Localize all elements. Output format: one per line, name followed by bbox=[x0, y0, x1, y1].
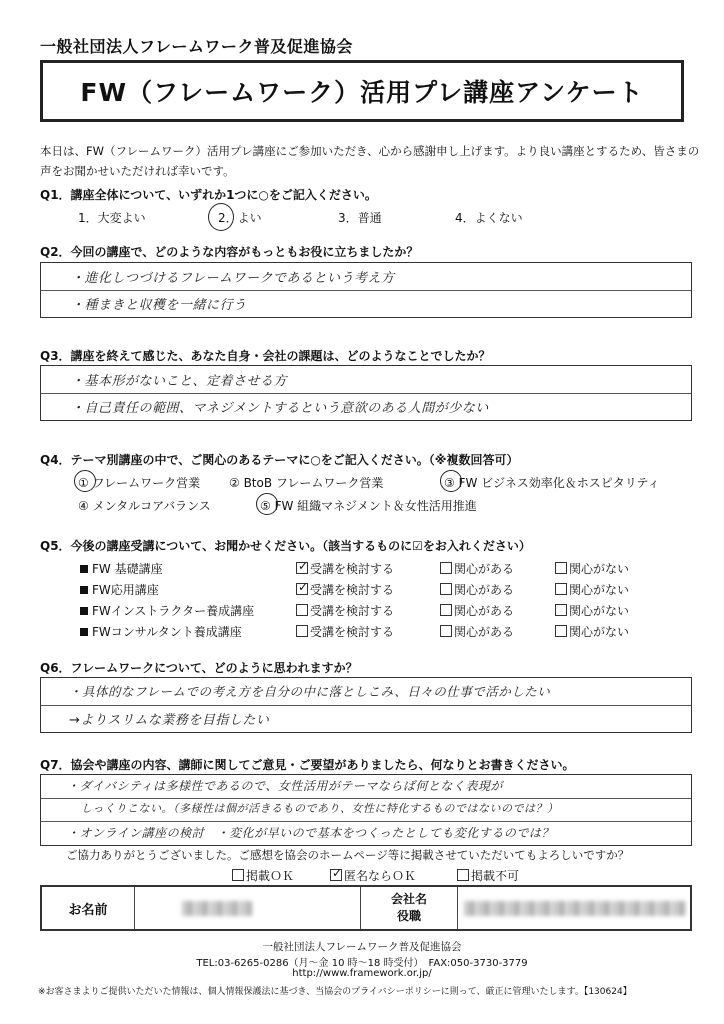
q4-question: Q4．テーマ別講座の中で、ご関心のあるテーマに○をご記入ください。（※複数回答可） bbox=[40, 453, 519, 467]
q1-option-4[interactable]: 4．よくない bbox=[455, 211, 523, 225]
permission-ok-label: 掲載ＯＫ bbox=[246, 869, 295, 883]
checkbox-icon[interactable] bbox=[232, 869, 244, 881]
q1-question: Q1．講座全体について、いずれか1つに○をご記入ください。 bbox=[40, 188, 377, 202]
q7-answer-box[interactable] bbox=[40, 774, 692, 846]
q3-question: Q3．講座を終えて感じた、あなた自身・会社の課題は、どのようなことでしたか？ bbox=[40, 349, 491, 363]
checkbox-icon[interactable] bbox=[440, 562, 452, 574]
q5-row-3-name bbox=[80, 602, 254, 619]
company-label: 会社名 bbox=[390, 892, 427, 906]
checkmark-icon: ✓ bbox=[298, 559, 309, 573]
q4-circle-1 bbox=[74, 470, 96, 492]
name-label: お名前 bbox=[68, 902, 108, 918]
checkbox-icon[interactable] bbox=[296, 559, 309, 574]
q5-row-3-consider[interactable] bbox=[296, 602, 394, 619]
q2-question: Q2．今回の講座で、どのような内容がもっともお役に立ちましたか？ bbox=[40, 245, 419, 259]
q7-question: Q7．協会や講座の内容、講師に関してご意見・ご要望がありましたら、何なりとお書きください。 bbox=[40, 758, 575, 772]
q5-row-3-c2: 関心がある bbox=[454, 604, 515, 618]
q7-answer-2: しっくりこない。（多様性は個が活きるものであり、女性に特化するものではないのでは？） bbox=[81, 802, 559, 815]
q5-row-2-label: FW応用講座 bbox=[92, 583, 159, 597]
q5-row-2-c2: 関心がある bbox=[454, 583, 515, 597]
survey-title-text: FW（フレームワーク）活用プレ講座アンケート bbox=[80, 78, 644, 107]
q5-row-4-c3: 関心がない bbox=[569, 625, 630, 639]
q5-row-1-not-interested[interactable] bbox=[555, 560, 629, 577]
checkmark-icon: ✓ bbox=[298, 580, 309, 594]
q5-row-4-consider[interactable] bbox=[296, 623, 394, 640]
q3-answer-box[interactable] bbox=[40, 365, 692, 421]
q5-row-1-c2: 関心がある bbox=[454, 562, 515, 576]
bullet-square-icon bbox=[80, 565, 88, 573]
q6-answer-box[interactable] bbox=[40, 677, 692, 733]
org-name: 一般社団法人フレームワーク普及促進協会 bbox=[40, 37, 353, 56]
q5-row-4-c2: 関心がある bbox=[454, 625, 515, 639]
q2-answer-box[interactable] bbox=[40, 262, 692, 318]
q5-row-3-interested[interactable] bbox=[440, 602, 514, 619]
q5-row-1-name bbox=[80, 560, 163, 577]
checkbox-icon[interactable] bbox=[457, 869, 469, 881]
q5-row-1-label: FW 基礎講座 bbox=[92, 562, 163, 576]
checkbox-icon[interactable] bbox=[296, 604, 308, 616]
bullet-square-icon bbox=[80, 607, 88, 615]
q5-row-3-c3: 関心がない bbox=[569, 604, 630, 618]
q5-row-2-interested[interactable] bbox=[440, 581, 514, 598]
bullet-square-icon bbox=[80, 628, 88, 636]
name-value-blurred[interactable] bbox=[182, 901, 252, 916]
q5-row-4-interested[interactable] bbox=[440, 623, 514, 640]
q4-option-1[interactable]: ① フレームワーク営業 bbox=[78, 476, 201, 490]
position-label: 役職 bbox=[396, 909, 421, 923]
checkbox-icon[interactable] bbox=[555, 562, 567, 574]
name-label-cell bbox=[42, 887, 135, 929]
q2-answer-1: ・進化しつづけるフレームワークであるという考え方 bbox=[71, 271, 395, 286]
company-value-blurred[interactable] bbox=[464, 901, 686, 916]
q5-row-2-not-interested[interactable] bbox=[555, 581, 629, 598]
q5-row-2-name bbox=[80, 581, 159, 598]
footer-url[interactable]: http://www.framework.or.jp/ bbox=[292, 968, 432, 979]
q6-question: Q6．フレームワークについて、どのように思われますか？ bbox=[40, 661, 358, 675]
checkbox-icon[interactable] bbox=[555, 583, 567, 595]
q5-row-2-c1: 受講を検討する bbox=[310, 583, 395, 597]
checkbox-icon[interactable] bbox=[555, 604, 567, 616]
q3-answer-1: ・基本形がないこと、定着させる方 bbox=[71, 374, 288, 389]
q6-answer-1: ・具体的なフレームでの考え方を自分の中に落としこみ、日々の仕事で活かしたい bbox=[69, 684, 551, 699]
contact-form bbox=[40, 885, 692, 931]
checkbox-icon[interactable] bbox=[555, 625, 567, 637]
footer-org: 一般社団法人フレームワーク普及促進協会 bbox=[262, 941, 462, 953]
thanks-text: ご協力ありがとうございました。ご感想を協会のホームページ等に掲載させていただいてもよろしいですか？ bbox=[66, 848, 630, 862]
permission-no[interactable] bbox=[457, 867, 519, 884]
checkbox-icon[interactable] bbox=[440, 625, 452, 637]
checkbox-icon[interactable] bbox=[440, 604, 452, 616]
q5-question: Q5．今後の講座受講について、お聞かせください。（該当するものに☑をお入れください） bbox=[40, 539, 531, 553]
q1-option-3[interactable]: 3．普通 bbox=[338, 211, 382, 225]
permission-anonymous[interactable] bbox=[330, 867, 416, 884]
permission-no-label: 掲載不可 bbox=[471, 869, 520, 883]
q5-row-2-c3: 関心がない bbox=[569, 583, 630, 597]
footer-contact: TEL:03-6265-0286（月～金 10 時～18 時受付） FAX:050-3730-3779 bbox=[196, 958, 528, 969]
checkmark-icon: ✓ bbox=[332, 866, 343, 880]
q1-option-1[interactable]: 1．大変よい bbox=[78, 211, 146, 225]
q5-row-4-c1: 受講を検討する bbox=[310, 625, 395, 639]
q5-row-1-consider[interactable] bbox=[296, 560, 394, 577]
q4-option-5[interactable]: ⑤ FW 組織マネジメント＆女性活用推進 bbox=[260, 499, 477, 513]
checkbox-icon[interactable] bbox=[330, 866, 343, 881]
q5-row-4-label: FWコンサルタント養成講座 bbox=[92, 625, 242, 639]
q3-answer-2: ・自己責任の範囲、マネジメントするという意欲のある人間が少ない bbox=[71, 401, 489, 416]
q5-row-4-name bbox=[80, 623, 242, 640]
permission-anon-label: 匿名ならＯＫ bbox=[344, 869, 417, 883]
q7-answer-1: ・ダイバシティは多様性であるので、女性活用がテーマならば何となく表現が bbox=[67, 779, 503, 793]
q5-row-1-c3: 関心がない bbox=[569, 562, 630, 576]
q2-answer-2: ・種まきと収穫を一緒に行う bbox=[71, 298, 247, 313]
q7-answer-3: ・オンライン講座の検討 ・変化が早いので基本をつくったとしても変化するのでは？ bbox=[67, 826, 554, 840]
intro-text: 本日は、FW（フレームワーク）活用プレ講座にご参加いただき、心から感謝申し上げます。より良い講座とするため、皆さまの声をお聞かせいただければ幸いです。 bbox=[40, 144, 700, 178]
company-label-cell bbox=[360, 887, 458, 929]
footer-note: ※お客さまよりご提供いただいた情報は、個人情報保護法に基づき、当協会のプライバシーポリシーに則って、厳正に管理いたします。【130624】 bbox=[38, 987, 632, 997]
q5-row-4-not-interested[interactable] bbox=[555, 623, 629, 640]
q4-option-4[interactable]: ④ メンタルコアバランス bbox=[78, 499, 211, 513]
checkbox-icon[interactable] bbox=[296, 580, 309, 595]
q5-row-3-not-interested[interactable] bbox=[555, 602, 629, 619]
q1-selected-circle bbox=[208, 203, 234, 231]
q4-option-2[interactable]: ② BtoB フレームワーク営業 bbox=[229, 476, 384, 490]
q5-row-2-consider[interactable] bbox=[296, 581, 394, 598]
permission-ok[interactable] bbox=[232, 867, 294, 884]
q6-answer-2: →よりスリムな業務を目指したい bbox=[69, 713, 270, 728]
q4-circle-3 bbox=[440, 470, 462, 492]
checkbox-icon[interactable] bbox=[440, 583, 452, 595]
q5-row-3-c1: 受講を検討する bbox=[310, 604, 395, 618]
q5-row-1-interested[interactable] bbox=[440, 560, 514, 577]
q5-row-1-c1: 受講を検討する bbox=[310, 562, 395, 576]
survey-title bbox=[40, 60, 684, 122]
q5-row-3-label: FWインストラクター養成講座 bbox=[92, 604, 255, 618]
q4-option-3[interactable]: ③ FW ビジネス効率化＆ホスピタリティ bbox=[444, 476, 660, 490]
bullet-square-icon bbox=[80, 586, 88, 594]
q1-option-2[interactable]: 2．よい bbox=[218, 211, 262, 225]
checkbox-icon[interactable] bbox=[296, 625, 308, 637]
q4-circle-5 bbox=[256, 493, 278, 515]
